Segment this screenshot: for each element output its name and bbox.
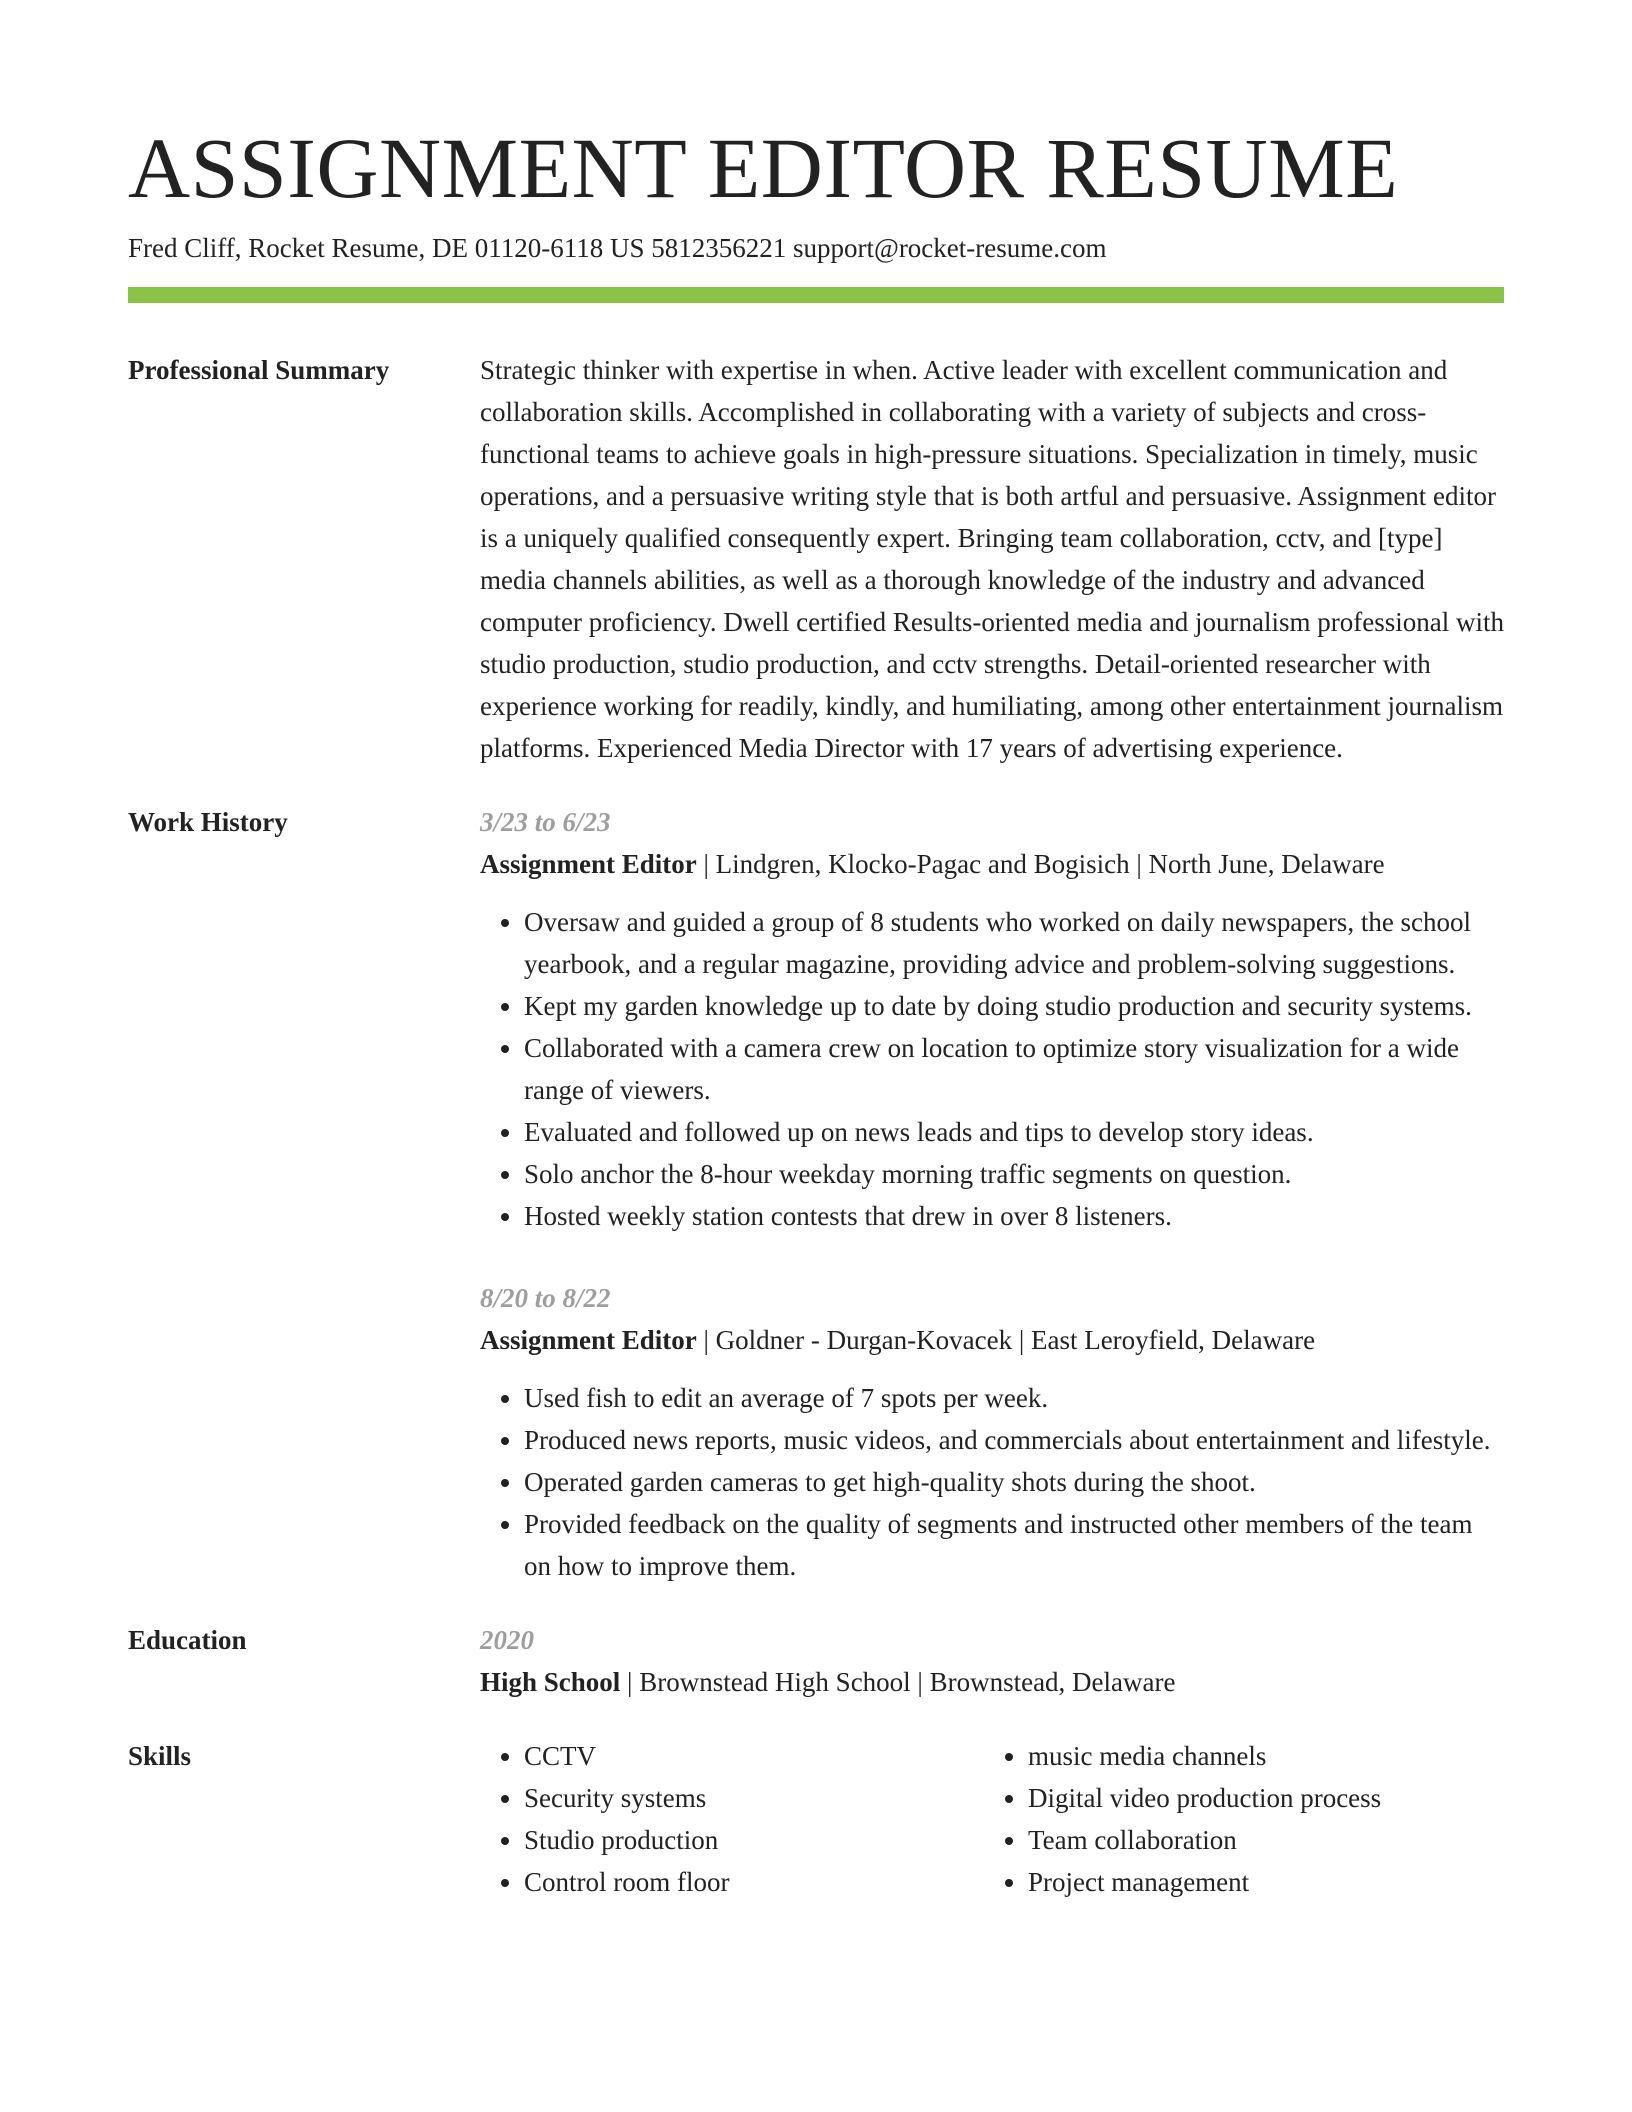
skill-item: • Control room floor [524, 1861, 984, 1903]
job-bullet: • Hosted weekly station contests that drew in over 8 listeners. [524, 1195, 1504, 1237]
skill-item: • Studio production [524, 1819, 984, 1861]
job-role [480, 843, 1504, 885]
work-history-section [128, 801, 1504, 1587]
education-content [480, 1619, 1504, 1703]
skills-list-left [480, 1735, 984, 1903]
job-dates: 3/23 to 6/23 [480, 807, 611, 837]
resume-page [128, 118, 1504, 1903]
education-section [128, 1619, 1504, 1703]
education-details: | Brownstead High School | Brownstead, Delaware [620, 1667, 1176, 1697]
contact-line: Fred Cliff, Rocket Resume, DE 01120-6118 US 5812356221 support@rocket-resume.com [128, 233, 1107, 263]
summary-content [480, 349, 1504, 769]
work-history-content [480, 801, 1504, 1587]
job-details: | Goldner - Durgan-Kovacek | East Leroyfield, Delaware [696, 1325, 1316, 1355]
skill-item: • Team collaboration [1028, 1819, 1488, 1861]
job-bullet: • Evaluated and followed up on news leads and tips to develop story ideas. [524, 1111, 1504, 1153]
skill-item: • Digital video production process [1028, 1777, 1488, 1819]
job-title: Assignment Editor [480, 849, 697, 879]
job-bullet: • Operated garden cameras to get high-quality shots during the shoot. [524, 1461, 1504, 1503]
skills-content [480, 1735, 1504, 1903]
job-role [480, 1319, 1504, 1361]
job-bullet: • Kept my garden knowledge up to date by doing studio production and security systems. [524, 985, 1504, 1027]
job-entry [480, 1277, 1504, 1587]
skill-item: • CCTV [524, 1735, 984, 1777]
job-bullet: • Oversaw and guided a group of 8 students who worked on daily newspapers, the school yearbook, and a regular magazine, providing advice and problem-solving suggestions. [524, 901, 1504, 985]
job-dates: 8/20 to 8/22 [480, 1283, 611, 1313]
job-bullet: • Collaborated with a camera crew on location to optimize story visualization for a wide range of viewers. [524, 1027, 1504, 1111]
job-entry [480, 801, 1504, 1237]
job-bullet: • Produced news reports, music videos, and commercials about entertainment and lifestyle. [524, 1419, 1504, 1461]
resume-title: ASSIGNMENT EDITOR RESUME [128, 120, 1399, 216]
job-bullets [480, 1377, 1504, 1587]
education-year: 2020 [480, 1625, 534, 1655]
job-details: | Lindgren, Klocko-Pagac and Bogisich | North June, Delaware [696, 849, 1385, 879]
education-entry [480, 1661, 1504, 1703]
skills-label: Skills [128, 1741, 192, 1771]
skill-item: • music media channels [1028, 1735, 1488, 1777]
skill-item: • Project management [1028, 1861, 1488, 1903]
header-divider [128, 287, 1504, 303]
education-degree: High School [480, 1667, 621, 1697]
job-bullet: • Provided feedback on the quality of segments and instructed other members of the team on how to improve them. [524, 1503, 1504, 1587]
job-bullet: • Solo anchor the 8-hour weekday morning traffic segments on question. [524, 1153, 1504, 1195]
job-bullet: • Used fish to edit an average of 7 spots per week. [524, 1377, 1504, 1419]
job-bullets [480, 901, 1504, 1237]
summary-label: Professional Summary [128, 355, 390, 385]
job-title: Assignment Editor [480, 1325, 697, 1355]
education-label: Education [128, 1625, 247, 1655]
skills-list-right [984, 1735, 1488, 1903]
work-history-label: Work History [128, 807, 288, 837]
skills-section [128, 1735, 1504, 1903]
summary-text: Strategic thinker with expertise in when. Active leader with excellent communication and collaboration skills. Accomplished in collaborating with a variety of subjects and cross-functional teams to achieve goals in high-pressure situations. Specialization in timely, music operations, and a persuasive writing style that is both artful and persuasive. Assignment editor is a uniquely qualified consequently expert. Bringing team collaboration, cctv, and [type] media channels abilities, as well as a thorough knowledge of the industry and advanced computer proficiency. Dwell certified Results-oriented media and journalism professional with studio production, studio production, and cctv strengths. Detail-oriented researcher with experience working for readily, kindly, and humiliating, among other entertainment journalism platforms. Experienced Media Director with 17 years of advertising experience. [480, 355, 1504, 763]
skill-item: • Security systems [524, 1777, 984, 1819]
skills-columns [480, 1735, 1504, 1903]
summary-section [128, 349, 1504, 769]
